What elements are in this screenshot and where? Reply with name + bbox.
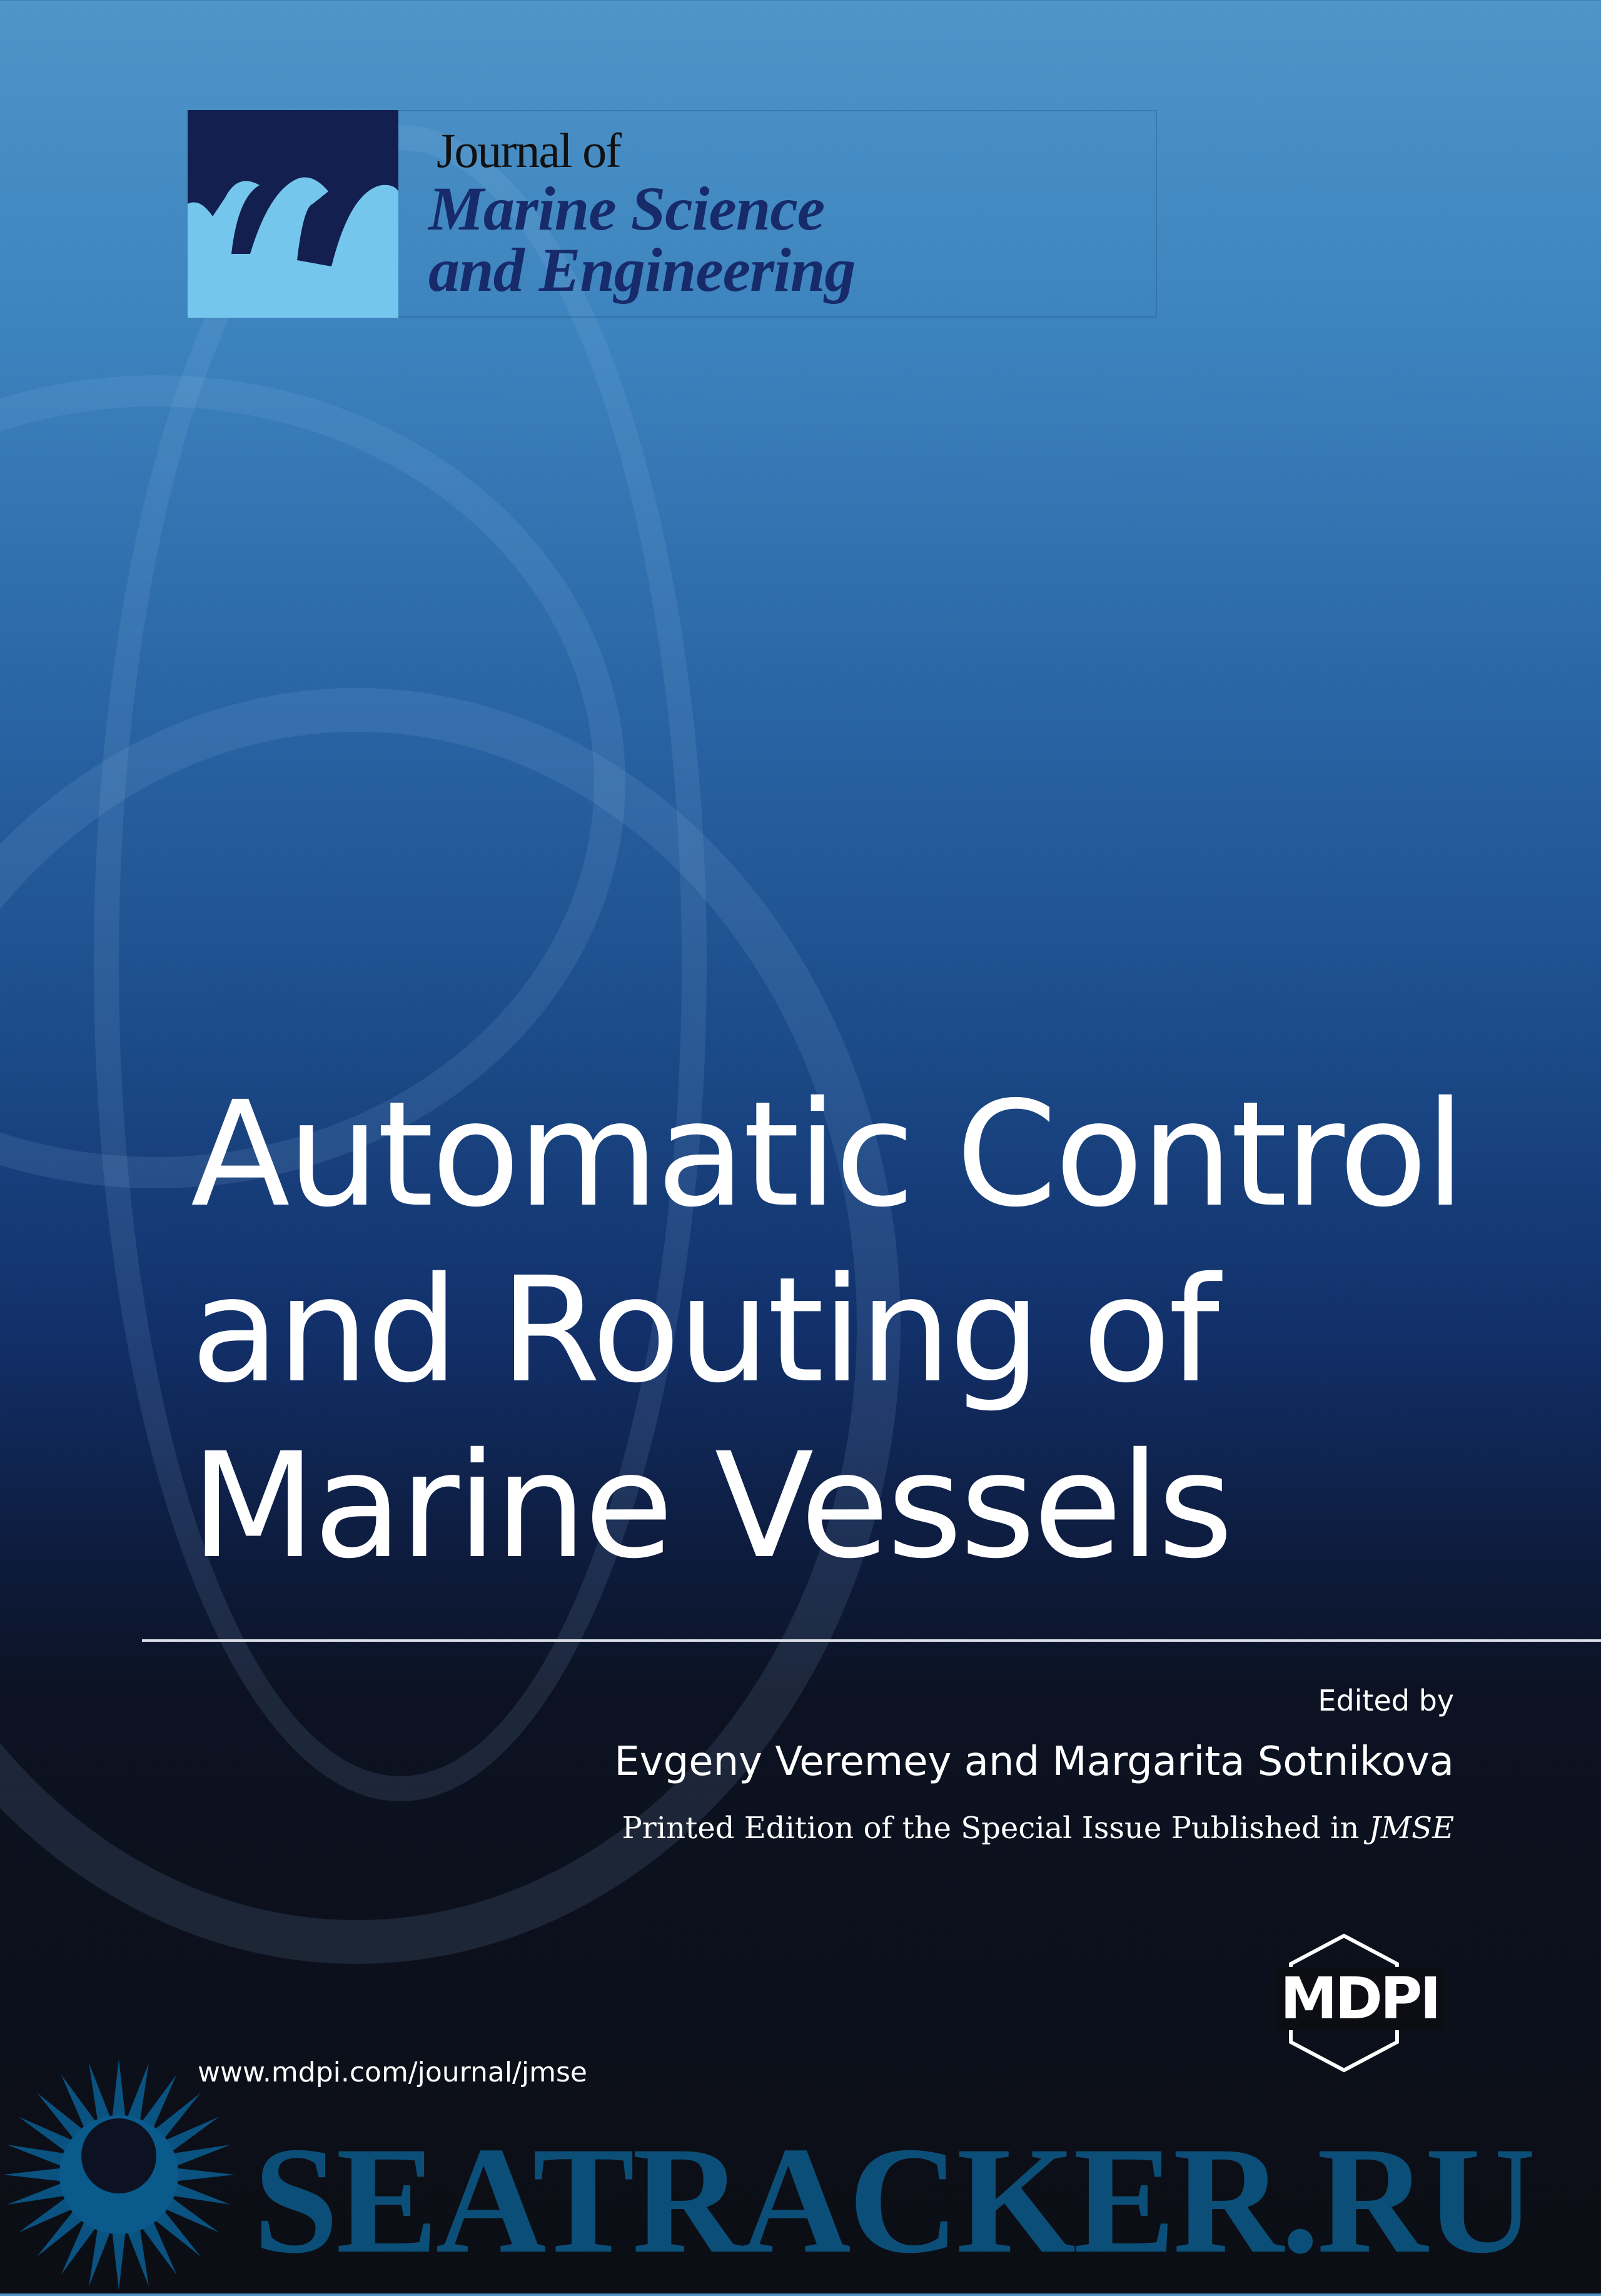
- divider: [142, 1639, 1601, 1642]
- edition-note: Printed Edition of the Special Issue Published in JMSE: [622, 1811, 1454, 1846]
- starburst-ray: [112, 2059, 126, 2119]
- edited-by-label: Edited by: [1318, 1684, 1454, 1717]
- book-title-line3: Marine Vessels: [191, 1422, 1231, 1591]
- starburst-ray: [89, 2063, 111, 2122]
- starburst-ray: [7, 2183, 66, 2205]
- watermark: SEATRACKER.RU: [253, 2115, 1533, 2285]
- mdpi-logo: [1263, 1933, 1457, 2072]
- starburst-ray: [127, 2227, 149, 2287]
- starburst-ray: [7, 2145, 66, 2167]
- editors: Evgeny Veremey and Margarita Sotnikova: [614, 1739, 1454, 1785]
- starburst-ray: [127, 2063, 149, 2122]
- journal-logo-line1: Journal of: [437, 123, 621, 178]
- starburst-ray: [171, 2145, 231, 2167]
- starburst-ray: [112, 2230, 126, 2290]
- journal-url[interactable]: www.mdpi.com/journal/jmse: [198, 2056, 587, 2088]
- starburst-icon: [0, 2056, 238, 2296]
- starburst-ray: [174, 2168, 235, 2182]
- book-title-line1: Automatic Control: [191, 1070, 1463, 1239]
- starburst-ray: [171, 2183, 231, 2205]
- book-title-line2: and Routing of: [191, 1246, 1218, 1415]
- journal-wave-logo: [188, 110, 398, 318]
- starburst-ray: [3, 2168, 63, 2182]
- journal-abbr: JMSE: [1368, 1811, 1454, 1846]
- journal-logo-line3: and Engineering: [428, 235, 856, 305]
- mdpi-logo-text: MDPI: [1276, 1967, 1443, 2030]
- starburst-ray: [89, 2227, 111, 2287]
- journal-logo-line2: Marine Science: [428, 174, 825, 243]
